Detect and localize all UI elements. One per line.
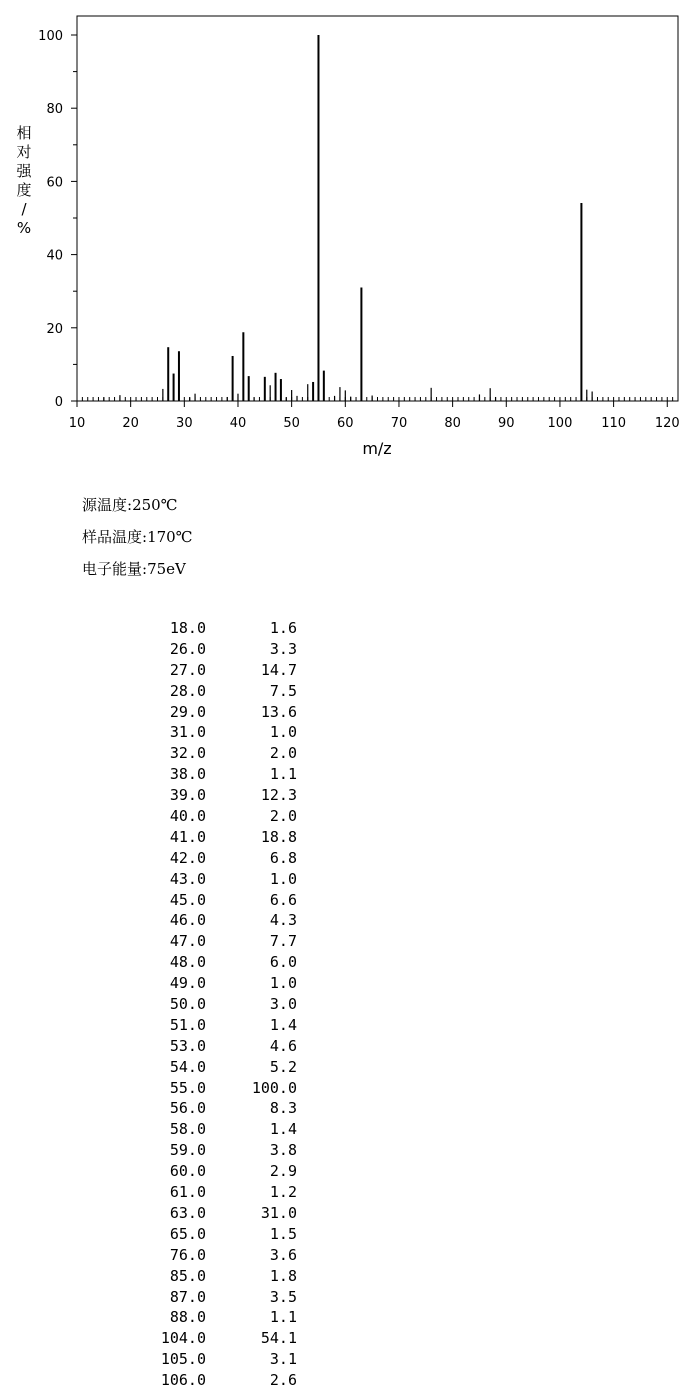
table-row <box>120 890 320 911</box>
table-row <box>120 1266 320 1287</box>
mz-cell: 42.0 <box>169 848 206 867</box>
mass-spectrum-chart <box>0 0 687 470</box>
y-tick-label: 100 <box>38 29 63 44</box>
intensity-cell: 100.0 <box>251 1078 297 1097</box>
y-tick-label: 0 <box>54 395 63 410</box>
mz-cell: 18.0 <box>169 619 206 637</box>
table-row <box>120 660 320 681</box>
table-row <box>120 785 320 806</box>
intensity-cell: 3.8 <box>269 1141 297 1160</box>
table-row <box>120 1161 320 1182</box>
table-row <box>120 1140 320 1161</box>
mz-cell: 58.0 <box>169 1120 206 1139</box>
table-row <box>120 1287 320 1308</box>
mz-cell: 41.0 <box>169 827 206 846</box>
intensity-cell: 1.4 <box>269 1015 297 1034</box>
intensity-cell: 3.5 <box>269 1287 297 1306</box>
x-tick-label: 10 <box>68 416 86 431</box>
table-row <box>120 1078 320 1099</box>
intensity-cell: 1.5 <box>269 1224 297 1243</box>
mz-cell: 47.0 <box>169 932 206 951</box>
mz-cell: 85.0 <box>169 1266 206 1285</box>
intensity-cell: 14.7 <box>260 660 297 679</box>
intensity-cell: 2.6 <box>269 1371 297 1390</box>
table-row <box>120 827 320 848</box>
x-minor-ticks <box>77 397 678 401</box>
intensity-cell: 1.0 <box>269 723 297 742</box>
intensity-cell: 12.3 <box>260 786 297 805</box>
intensity-cell: 5.2 <box>269 1057 297 1076</box>
intensity-cell: 6.0 <box>269 953 297 972</box>
table-row <box>120 994 320 1015</box>
y-axis-label: 相对强度/ % <box>16 124 32 237</box>
table-row <box>120 1119 320 1140</box>
y-tick-label: 60 <box>46 175 63 191</box>
table-row <box>120 1203 320 1224</box>
mz-cell: 50.0 <box>169 995 206 1014</box>
intensity-cell: 2.9 <box>269 1162 297 1181</box>
x-tick-label: 50 <box>283 416 300 431</box>
mz-cell: 88.0 <box>169 1308 206 1327</box>
sample-temperature: 样品温度:170℃ <box>82 528 193 546</box>
x-tick-label: 70 <box>390 416 408 431</box>
table-row <box>120 743 320 764</box>
mz-cell: 45.0 <box>169 890 206 909</box>
table-row <box>120 1328 320 1349</box>
mz-cell: 48.0 <box>169 953 206 972</box>
mz-cell: 60.0 <box>169 1162 206 1181</box>
intensity-cell: 3.6 <box>269 1245 297 1264</box>
x-tick-label: 40 <box>229 416 247 431</box>
table-row <box>120 952 320 973</box>
mz-cell: 46.0 <box>169 911 206 930</box>
intensity-cell: 54.1 <box>260 1329 297 1348</box>
table-row <box>120 764 320 785</box>
mz-cell: 63.0 <box>169 1203 206 1222</box>
x-tick-label: 20 <box>122 416 139 431</box>
mz-cell: 43.0 <box>169 869 206 888</box>
intensity-cell: 1.0 <box>269 869 297 888</box>
table-row <box>120 806 320 827</box>
table-row <box>120 1349 320 1370</box>
table-row <box>120 910 320 931</box>
y-axis <box>38 29 77 410</box>
intensity-cell: 2.0 <box>269 744 297 763</box>
x-tick-label: 90 <box>498 416 515 431</box>
mz-cell: 40.0 <box>169 807 206 826</box>
y-tick-label: 40 <box>46 248 63 264</box>
table-row <box>120 973 320 994</box>
table-row <box>120 1098 320 1119</box>
intensity-cell: 1.6 <box>269 619 297 637</box>
mz-cell: 56.0 <box>169 1099 206 1118</box>
mz-cell: 53.0 <box>169 1036 206 1055</box>
intensity-cell: 7.7 <box>269 932 297 951</box>
mz-cell: 55.0 <box>169 1078 206 1097</box>
table-row <box>120 639 320 660</box>
mz-cell: 51.0 <box>169 1015 206 1034</box>
intensity-cell: 6.6 <box>269 890 297 909</box>
intensity-cell: 8.3 <box>269 1099 297 1118</box>
table-row <box>120 1036 320 1057</box>
table-row <box>120 681 320 702</box>
intensity-cell: 13.6 <box>260 702 297 721</box>
x-tick-label: 80 <box>444 416 461 431</box>
x-tick-label: 30 <box>176 416 193 431</box>
electron-energy: 电子能量:75eV <box>82 560 186 578</box>
mz-cell: 61.0 <box>169 1183 206 1202</box>
mz-cell: 39.0 <box>169 786 206 805</box>
x-tick-label: 110 <box>601 416 627 431</box>
mz-cell: 105.0 <box>160 1350 206 1369</box>
intensity-cell: 1.1 <box>269 765 297 784</box>
table-row <box>120 1245 320 1266</box>
table-row <box>120 1370 320 1391</box>
intensity-cell: 31.0 <box>260 1203 297 1222</box>
table-row <box>120 1224 320 1245</box>
mz-cell: 65.0 <box>169 1224 206 1243</box>
mz-cell: 76.0 <box>169 1245 206 1264</box>
mz-cell: 104.0 <box>160 1329 206 1348</box>
intensity-cell: 1.8 <box>269 1266 297 1285</box>
intensity-cell: 1.4 <box>269 1120 297 1139</box>
peak-bars <box>104 35 592 401</box>
intensity-cell: 4.6 <box>269 1036 297 1055</box>
table-row <box>120 848 320 869</box>
intensity-cell: 3.3 <box>269 639 297 658</box>
mz-cell: 27.0 <box>169 660 206 679</box>
table-row <box>120 618 320 639</box>
mz-cell: 29.0 <box>169 702 206 721</box>
x-tick-label: 120 <box>654 416 680 431</box>
intensity-cell: 6.8 <box>269 848 297 867</box>
intensity-cell: 2.0 <box>269 807 297 826</box>
table-row <box>120 702 320 723</box>
mz-cell: 49.0 <box>169 974 206 993</box>
x-tick-label: 60 <box>337 416 354 431</box>
table-row <box>120 1015 320 1036</box>
mz-cell: 38.0 <box>169 765 206 784</box>
intensity-cell: 1.1 <box>269 1308 297 1327</box>
intensity-cell: 3.1 <box>269 1350 297 1369</box>
intensity-cell: 3.0 <box>269 995 297 1014</box>
intensity-cell: 1.0 <box>269 974 297 993</box>
y-tick-label: 80 <box>46 102 63 118</box>
mz-cell: 106.0 <box>160 1371 206 1390</box>
mz-cell: 54.0 <box>169 1057 206 1076</box>
table-row <box>120 931 320 952</box>
table-row <box>120 1182 320 1203</box>
mz-cell: 32.0 <box>169 744 206 763</box>
y-tick-label: 20 <box>46 321 63 337</box>
mz-cell: 31.0 <box>169 723 206 742</box>
mz-cell: 26.0 <box>169 639 206 658</box>
table-row <box>120 1307 320 1328</box>
x-tick-label: 100 <box>547 416 573 431</box>
intensity-cell: 7.5 <box>269 681 297 700</box>
mz-cell: 59.0 <box>169 1141 206 1160</box>
intensity-cell: 1.2 <box>269 1183 297 1202</box>
x-axis <box>69 401 680 431</box>
intensity-cell: 18.8 <box>260 827 297 846</box>
peak-table <box>120 618 320 1391</box>
table-row <box>120 869 320 890</box>
source-temperature: 源温度:250℃ <box>82 496 178 514</box>
intensity-cell: 4.3 <box>269 911 297 930</box>
mz-cell: 28.0 <box>169 681 206 700</box>
mz-cell: 87.0 <box>169 1287 206 1306</box>
table-row <box>120 722 320 743</box>
table-row <box>120 1057 320 1078</box>
plot-frame <box>77 16 678 401</box>
x-axis-label: m/z <box>362 439 392 458</box>
